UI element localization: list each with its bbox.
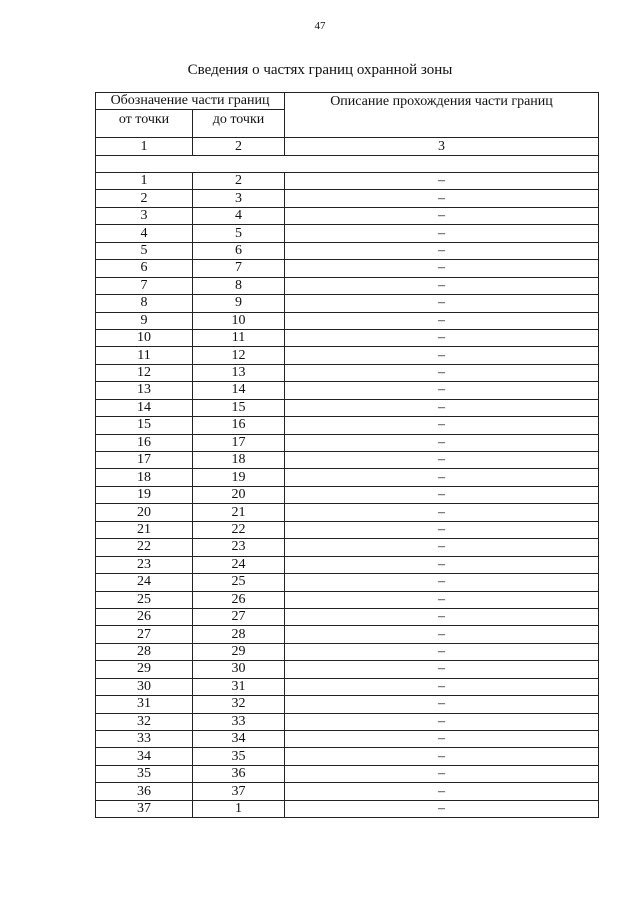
description-cell: – — [285, 556, 599, 573]
description-cell: – — [285, 295, 599, 312]
to-point-cell: 18 — [193, 452, 285, 469]
description-cell: – — [285, 329, 599, 346]
from-point-cell: 6 — [96, 260, 193, 277]
description-cell: – — [285, 312, 599, 329]
to-point-cell: 11 — [193, 329, 285, 346]
header-row-1 — [96, 93, 599, 110]
header-description: Описание прохождения части границ — [285, 93, 599, 138]
to-point-cell: 36 — [193, 765, 285, 782]
to-point-cell: 13 — [193, 364, 285, 381]
from-point-cell: 9 — [96, 312, 193, 329]
description-cell: – — [285, 521, 599, 538]
from-point-cell: 24 — [96, 574, 193, 591]
to-point-cell: 2 — [193, 173, 285, 190]
table-row — [96, 382, 599, 399]
table-row — [96, 556, 599, 573]
to-point-cell: 5 — [193, 225, 285, 242]
from-point-cell: 4 — [96, 225, 193, 242]
description-cell: – — [285, 469, 599, 486]
to-point-cell: 3 — [193, 190, 285, 207]
description-cell: – — [285, 364, 599, 381]
to-point-cell: 12 — [193, 347, 285, 364]
from-point-cell: 30 — [96, 678, 193, 695]
from-point-cell: 2 — [96, 190, 193, 207]
from-point-cell: 8 — [96, 295, 193, 312]
to-point-cell: 23 — [193, 539, 285, 556]
empty-spacer-cell — [96, 156, 599, 173]
description-cell: – — [285, 417, 599, 434]
from-point-cell: 26 — [96, 608, 193, 625]
column-number-row — [96, 138, 599, 156]
table-row — [96, 225, 599, 242]
to-point-cell: 4 — [193, 207, 285, 224]
to-point-cell: 22 — [193, 521, 285, 538]
table-row — [96, 452, 599, 469]
column-number-1: 1 — [96, 138, 193, 156]
table-row — [96, 661, 599, 678]
table-row — [96, 765, 599, 782]
to-point-cell: 25 — [193, 574, 285, 591]
page-number: 47 — [314, 20, 326, 32]
from-point-cell: 37 — [96, 800, 193, 817]
table-row — [96, 521, 599, 538]
table-row — [96, 783, 599, 800]
table-row — [96, 626, 599, 643]
description-cell: – — [285, 434, 599, 451]
to-point-cell: 20 — [193, 486, 285, 503]
from-point-cell: 21 — [96, 521, 193, 538]
to-point-cell: 6 — [193, 242, 285, 259]
table-row — [96, 608, 599, 625]
table-row — [96, 748, 599, 765]
column-number-3: 3 — [285, 138, 599, 156]
document-title: Сведения о частях границ охранной зоны — [187, 62, 453, 78]
empty-spacer-row — [96, 156, 599, 173]
description-cell: – — [285, 347, 599, 364]
from-point-cell: 25 — [96, 591, 193, 608]
table-row — [96, 347, 599, 364]
to-point-cell: 1 — [193, 800, 285, 817]
description-cell: – — [285, 504, 599, 521]
table-row — [96, 713, 599, 730]
table-row — [96, 800, 599, 817]
to-point-cell: 28 — [193, 626, 285, 643]
to-point-cell: 29 — [193, 643, 285, 660]
table-row — [96, 469, 599, 486]
table-row — [96, 486, 599, 503]
from-point-cell: 29 — [96, 661, 193, 678]
table-row — [96, 242, 599, 259]
from-point-cell: 15 — [96, 417, 193, 434]
from-point-cell: 5 — [96, 242, 193, 259]
from-point-cell: 19 — [96, 486, 193, 503]
from-point-cell: 36 — [96, 783, 193, 800]
to-point-cell: 9 — [193, 295, 285, 312]
header-to-point: до точки — [193, 110, 285, 138]
to-point-cell: 24 — [193, 556, 285, 573]
to-point-cell: 30 — [193, 661, 285, 678]
to-point-cell: 7 — [193, 260, 285, 277]
description-cell: – — [285, 696, 599, 713]
description-cell: – — [285, 260, 599, 277]
from-point-cell: 10 — [96, 329, 193, 346]
to-point-cell: 34 — [193, 731, 285, 748]
table-row — [96, 295, 599, 312]
description-cell: – — [285, 399, 599, 416]
table-row — [96, 417, 599, 434]
to-point-cell: 32 — [193, 696, 285, 713]
description-cell: – — [285, 486, 599, 503]
from-point-cell: 20 — [96, 504, 193, 521]
from-point-cell: 3 — [96, 207, 193, 224]
description-cell: – — [285, 713, 599, 730]
description-cell: – — [285, 748, 599, 765]
table-row — [96, 678, 599, 695]
description-cell: – — [285, 382, 599, 399]
to-point-cell: 27 — [193, 608, 285, 625]
description-cell: – — [285, 207, 599, 224]
table-row — [96, 504, 599, 521]
from-point-cell: 12 — [96, 364, 193, 381]
column-number-2: 2 — [193, 138, 285, 156]
from-point-cell: 28 — [96, 643, 193, 660]
header-from-point: от точки — [96, 110, 193, 138]
from-point-cell: 23 — [96, 556, 193, 573]
description-cell: – — [285, 574, 599, 591]
from-point-cell: 7 — [96, 277, 193, 294]
table-row — [96, 277, 599, 294]
description-cell: – — [285, 608, 599, 625]
table-row — [96, 207, 599, 224]
table-row — [96, 399, 599, 416]
description-cell: – — [285, 783, 599, 800]
to-point-cell: 15 — [193, 399, 285, 416]
table-row — [96, 190, 599, 207]
from-point-cell: 32 — [96, 713, 193, 730]
to-point-cell: 16 — [193, 417, 285, 434]
description-cell: – — [285, 539, 599, 556]
from-point-cell: 27 — [96, 626, 193, 643]
from-point-cell: 33 — [96, 731, 193, 748]
to-point-cell: 19 — [193, 469, 285, 486]
from-point-cell: 18 — [96, 469, 193, 486]
from-point-cell: 22 — [96, 539, 193, 556]
table-row — [96, 643, 599, 660]
from-point-cell: 31 — [96, 696, 193, 713]
from-point-cell: 34 — [96, 748, 193, 765]
from-point-cell: 16 — [96, 434, 193, 451]
from-point-cell: 11 — [96, 347, 193, 364]
description-cell: – — [285, 731, 599, 748]
description-cell: – — [285, 277, 599, 294]
description-cell: – — [285, 225, 599, 242]
from-point-cell: 17 — [96, 452, 193, 469]
from-point-cell: 35 — [96, 765, 193, 782]
table-row — [96, 591, 599, 608]
to-point-cell: 37 — [193, 783, 285, 800]
to-point-cell: 21 — [193, 504, 285, 521]
description-cell: – — [285, 626, 599, 643]
table-row — [96, 731, 599, 748]
to-point-cell: 33 — [193, 713, 285, 730]
table-row — [96, 329, 599, 346]
table-row — [96, 173, 599, 190]
to-point-cell: 31 — [193, 678, 285, 695]
description-cell: – — [285, 678, 599, 695]
table-row — [96, 312, 599, 329]
table-row — [96, 364, 599, 381]
table-row — [96, 539, 599, 556]
to-point-cell: 26 — [193, 591, 285, 608]
description-cell: – — [285, 591, 599, 608]
table-row — [96, 260, 599, 277]
description-cell: – — [285, 643, 599, 660]
description-cell: – — [285, 190, 599, 207]
description-cell: – — [285, 173, 599, 190]
description-cell: – — [285, 661, 599, 678]
boundary-parts-table — [95, 92, 599, 818]
header-boundary-part-designation: Обозначение части границ — [96, 93, 285, 110]
from-point-cell: 14 — [96, 399, 193, 416]
description-cell: – — [285, 800, 599, 817]
description-cell: – — [285, 242, 599, 259]
to-point-cell: 10 — [193, 312, 285, 329]
description-cell: – — [285, 452, 599, 469]
from-point-cell: 13 — [96, 382, 193, 399]
table-row — [96, 434, 599, 451]
description-cell: – — [285, 765, 599, 782]
table-row — [96, 574, 599, 591]
from-point-cell: 1 — [96, 173, 193, 190]
to-point-cell: 14 — [193, 382, 285, 399]
to-point-cell: 8 — [193, 277, 285, 294]
table-row — [96, 696, 599, 713]
to-point-cell: 17 — [193, 434, 285, 451]
to-point-cell: 35 — [193, 748, 285, 765]
